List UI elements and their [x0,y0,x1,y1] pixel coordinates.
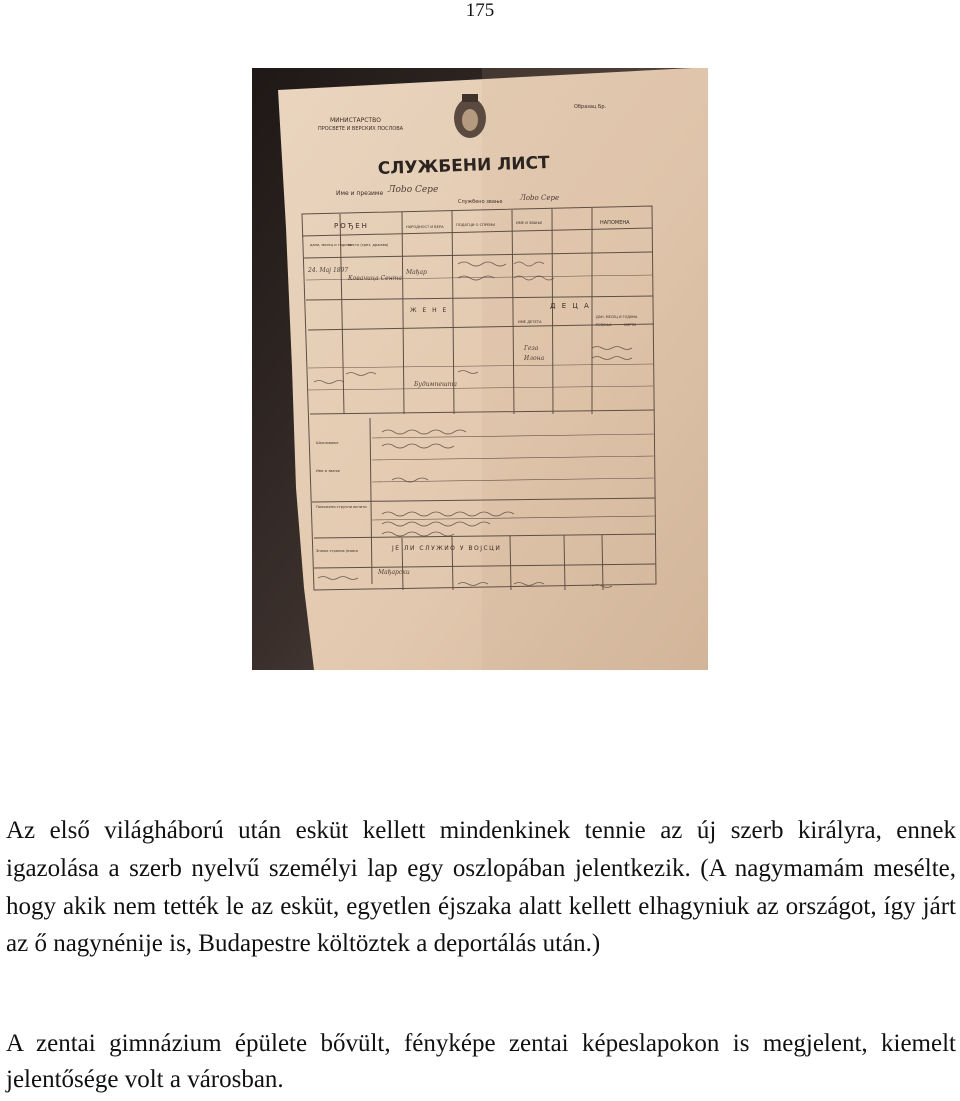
name-label: Име и презиме [336,190,384,197]
hw-birth-place: Ковачица Сента [348,275,402,282]
hw-military: Мађарски [378,569,410,576]
col-born: РОЂЕЊА [596,323,612,327]
form-number: Образац Бр. [574,104,607,110]
row-label-a: Школовање [316,441,339,445]
hw-birth-date: 24. Мај 1897 [308,267,349,274]
col-place: место (срез, држава) [348,243,389,247]
col-note: НАПОМЕНА [600,220,630,226]
hw-school: Будимпешта [414,381,457,388]
col-child-born: ДАН, МЕСЕЦ И ГОДИНА [596,315,638,319]
document-title: СЛУЖБЕНИ ЛИСТ [377,153,550,179]
hw-nationality: Мађар [406,269,427,276]
section-married: Ж Е Н Е [410,307,449,314]
paragraph-text: Az első világháború után esküt kellett mindenkinek tennie az új szerb királyra, ennek igazolása a szerb nyelvű személyi lap egy oszlopában jelentkezik. (A nagymamám mesélte, hogy akik nem tették le az esküt, egyetlen éjszaka alatt kellett elhagyniuk az országot, így járt az ő nagynénije is, Budapestre költöztek a deportálás után.) [6,817,956,958]
paragraph-oath [6,812,956,963]
hw-child2: Илона [524,355,545,362]
col-name-position: ИМЕ И ЗВАЊЕ [516,221,543,225]
document-photo [252,68,708,670]
hw-child1: Геза [524,345,539,352]
page-number: 175 [465,0,495,21]
section-born: РОЂЕН [334,222,369,230]
service-label: Службено звање [458,199,503,205]
section-military: ЈЕ ЛИ СЛУЖИО У ВОЈСЦИ [392,545,502,552]
col-child-name: ИМЕ ДЕТЕТА [518,320,542,324]
ministry-line2: ПРОСВЕТЕ И ВЕРСКИХ ПОСЛОВА [318,126,404,132]
paragraph-gymnasium [6,1026,956,1098]
row-label-c: Положени стручни испити [316,505,367,509]
row-label-d: Знање страних језика [316,549,358,553]
section-children: Д Е Ц А [550,302,591,310]
name-value: Лоbо Сере [388,185,439,195]
service-value: Лоbо Сере [520,194,560,202]
col-date: дана, месец и година [310,243,352,247]
col-qualification: ПОДАТЦИ О СПРЕМИ [456,223,496,227]
row-label-b: Име и звање [316,469,340,473]
col-nationality: НАРОДНОСТ И ВЕРА [406,225,444,229]
ministry-line1: МИНИСТАРСТВО [330,117,381,124]
paragraph-text: A zentai gimnázium épülete bővült, fényképe zentai képeslapokon is megjelent, kiemelt jelentősége volt a városban. [6,1030,956,1093]
col-died: СМРТИ [624,323,636,327]
service-record-illustration [252,68,708,670]
